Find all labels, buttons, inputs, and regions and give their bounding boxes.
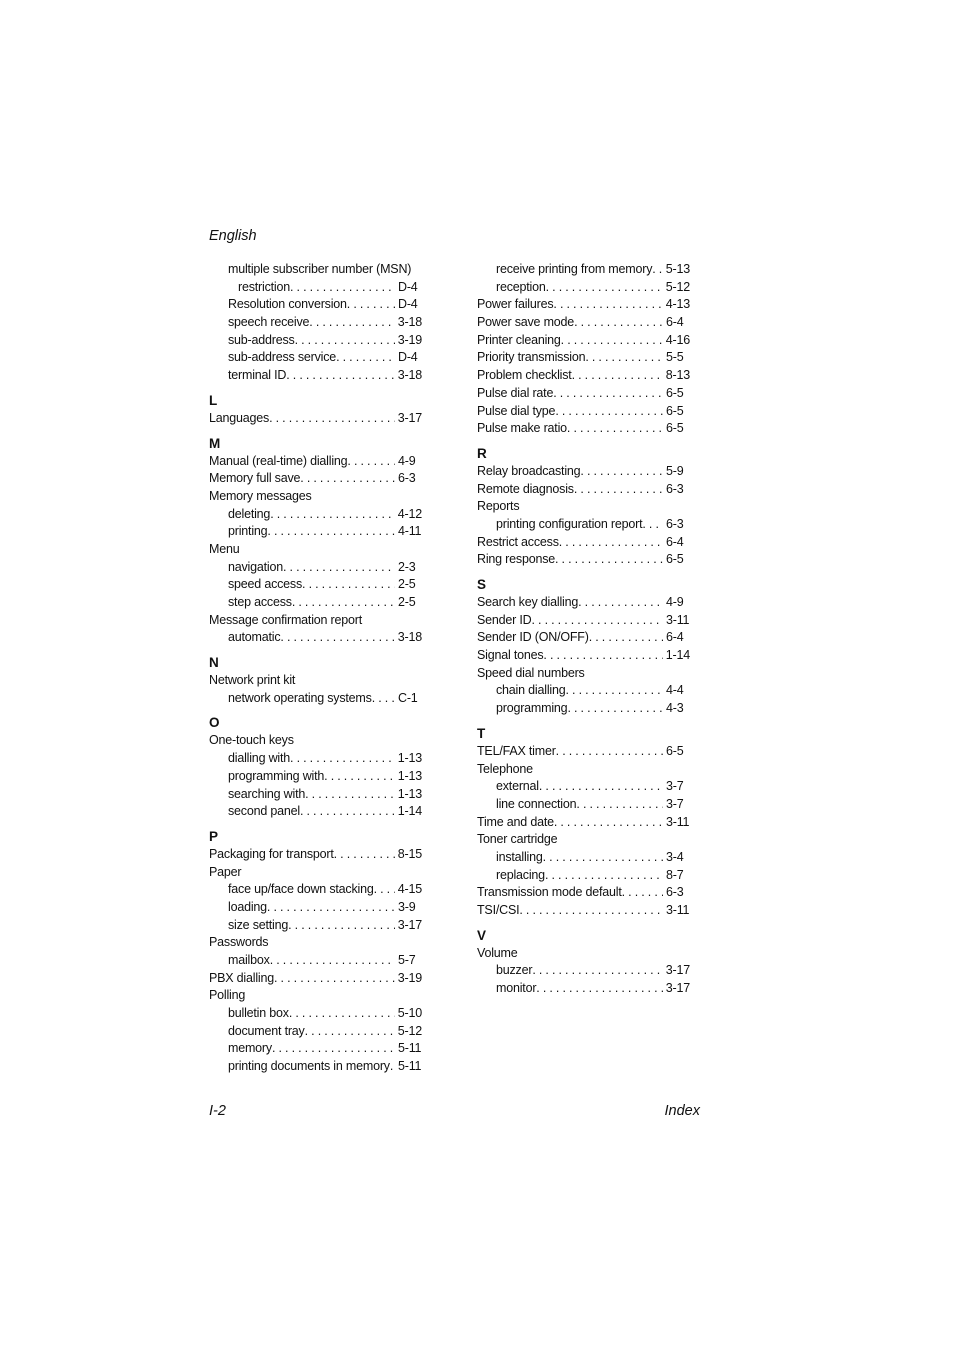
index-entry-page: 2-5	[398, 577, 416, 592]
dot-leader	[334, 846, 395, 864]
index-entry	[477, 867, 690, 885]
index-entry-term: Sender ID (ON/OFF)	[477, 630, 589, 645]
index-entry	[209, 506, 422, 524]
dot-leader	[539, 778, 663, 796]
index-entry-term: restriction	[238, 279, 290, 294]
index-entry-term: Pulse dial type	[477, 403, 556, 418]
index-entry-term: face up/face down stacking	[228, 882, 374, 897]
index-entry-term: Printer cleaning	[477, 332, 561, 347]
index-entry	[209, 612, 422, 630]
index-entry-term: Message confirmation report	[209, 612, 363, 627]
dot-leader	[292, 594, 395, 612]
index-entry-page: 3-17	[665, 981, 690, 996]
index-entry-term: terminal ID	[228, 368, 287, 383]
index-entry-page: 5-7	[398, 953, 416, 967]
index-entry	[477, 420, 690, 438]
index-entry-page: 3-7	[666, 796, 684, 811]
index-entry-term: size setting	[228, 917, 289, 932]
index-entry-term: printing configuration report	[496, 516, 643, 531]
index-entry-term: sub-address service	[228, 350, 337, 365]
index-entry	[209, 768, 422, 786]
index-entry	[477, 385, 690, 403]
index-entry-term: Polling	[209, 988, 246, 1003]
dot-leader	[336, 349, 395, 367]
index-entry-page: 3-7	[666, 779, 684, 794]
dot-leader	[519, 902, 663, 920]
dot-leader	[519, 498, 690, 516]
dot-leader	[578, 594, 663, 612]
dot-leader	[576, 796, 663, 814]
index-entry	[209, 786, 422, 804]
index-entry-page: 3-19	[397, 332, 422, 347]
index-entry-page: 6-3	[666, 481, 684, 496]
dot-leader	[652, 261, 663, 279]
index-entry	[209, 803, 422, 821]
index-entry-term: TEL/FAX timer	[477, 743, 556, 758]
index-entry-term: monitor	[496, 981, 537, 996]
index-entry-term: programming with	[228, 768, 325, 783]
index-entry-page: 3-18	[397, 630, 422, 645]
index-entry-term: Restrict access	[477, 534, 559, 549]
index-entry-page: 6-5	[666, 552, 684, 567]
index-entry-term: Remote diagnosis	[477, 481, 574, 496]
running-header-language: English	[209, 228, 257, 244]
index-entry-page: 6-5	[666, 403, 684, 418]
index-entry-page: 5-13	[665, 262, 690, 276]
index-entry	[477, 481, 690, 499]
index-entry-page: 4-9	[666, 595, 684, 609]
index-entry-page: D-4	[398, 279, 418, 294]
index-entry-term: Toner cartridge	[477, 832, 558, 847]
index-entry-term: external	[496, 779, 539, 794]
dot-leader	[546, 279, 663, 297]
index-entry-page: 1-14	[665, 648, 690, 663]
dot-leader	[286, 367, 395, 385]
index-entry	[477, 332, 690, 350]
index-entry-term: Time and date	[477, 814, 554, 829]
dot-leader	[536, 980, 663, 998]
index-entry	[209, 952, 422, 970]
dot-leader	[555, 403, 663, 421]
index-entry	[477, 761, 690, 779]
index-entry	[209, 332, 422, 350]
dot-leader	[270, 506, 395, 524]
dot-leader	[269, 410, 395, 428]
index-entry-page: 6-4	[666, 534, 684, 549]
index-entry	[477, 403, 690, 421]
index-entry	[209, 279, 422, 297]
index-entry-term: Signal tones	[477, 648, 544, 663]
index-entry-page: 6-5	[666, 743, 684, 758]
index-entry-page: 3-11	[666, 814, 690, 829]
index-section-letter: O	[209, 715, 220, 731]
index-entry	[209, 1005, 422, 1023]
index-entry-term: Problem checklist	[477, 368, 572, 383]
index-entry	[477, 314, 690, 332]
dot-leader	[531, 612, 663, 630]
index-entry	[477, 743, 690, 761]
index-entry	[477, 849, 690, 867]
index-entry	[477, 594, 690, 612]
dot-leader	[272, 1040, 395, 1058]
index-entry-term: Menu	[209, 541, 240, 556]
dot-leader	[239, 541, 422, 559]
dot-leader	[290, 279, 395, 297]
index-entry-term: Paper	[209, 864, 242, 879]
index-entry	[477, 629, 690, 647]
dot-leader	[559, 534, 663, 552]
index-entry	[209, 488, 422, 506]
dot-leader	[300, 470, 395, 488]
index-entry-page: 6-5	[666, 385, 684, 400]
index-entry-page: 5-11	[398, 1059, 422, 1074]
index-entry-page: 4-9	[398, 453, 416, 468]
index-entry-term: Search key dialling	[477, 595, 579, 609]
dot-leader	[553, 296, 662, 314]
index-entry	[209, 846, 422, 864]
index-entry	[209, 541, 422, 559]
index-entry	[209, 367, 422, 385]
index-entry-term: Volume	[477, 945, 518, 960]
dot-leader	[305, 786, 395, 804]
index-entry-term: Priority transmission	[477, 350, 586, 365]
index-entry-page: 6-4	[666, 630, 684, 645]
index-entry-term: deleting	[228, 506, 271, 521]
index-section-letter: P	[209, 828, 219, 844]
index-entry-page: 5-12	[665, 279, 690, 294]
index-section-letter: N	[209, 655, 219, 671]
index-entry-page: 5-10	[397, 1006, 422, 1021]
page-number: I-2	[209, 1103, 226, 1119]
index-entry	[209, 690, 422, 708]
index-entry-term: bulletin box	[228, 1006, 289, 1021]
index-entry-page: 4-13	[665, 297, 690, 312]
dot-leader	[270, 952, 395, 970]
index-entry-page: 3-17	[665, 963, 690, 978]
index-entry-page: 1-13	[397, 751, 422, 766]
dot-leader	[518, 945, 691, 963]
dot-leader	[574, 481, 663, 499]
index-entry	[209, 1023, 422, 1041]
index-entry	[209, 934, 422, 952]
index-entry	[209, 453, 422, 471]
footer-section-title: Index	[664, 1103, 700, 1119]
index-entry-page: 5-5	[666, 350, 684, 365]
dot-leader	[274, 970, 395, 988]
index-entry-term: loading	[228, 899, 267, 914]
dot-leader	[545, 867, 663, 885]
index-entry-term: speed access	[228, 577, 303, 592]
index-entry	[477, 279, 690, 297]
index-entry	[477, 349, 690, 367]
index-entry-page: 6-3	[666, 885, 684, 900]
index-entry	[477, 814, 690, 832]
index-entry-page: D-4	[398, 350, 418, 365]
index-entry-term: second panel	[228, 804, 300, 819]
dot-leader	[622, 884, 663, 902]
index-entry	[477, 498, 690, 516]
dot-leader	[572, 367, 663, 385]
index-entry-page: 1-13	[397, 768, 422, 783]
dot-leader	[567, 420, 663, 438]
index-entry	[209, 576, 422, 594]
index-entry-term: Packaging for transport	[209, 846, 334, 861]
index-entry	[477, 796, 690, 814]
index-entry-page: 8-7	[666, 867, 684, 882]
index-entry	[209, 987, 422, 1005]
index-entry-term: searching with	[228, 786, 306, 801]
index-entry-term: mailbox	[228, 953, 270, 967]
index-entry	[477, 647, 690, 665]
index-section-letter: R	[477, 445, 487, 461]
index-entry-term: receive printing from memory	[496, 262, 653, 276]
index-entry-page: 3-17	[397, 917, 422, 932]
index-entry-term: document tray	[228, 1023, 305, 1038]
index-column-right	[477, 261, 690, 998]
dot-leader	[374, 881, 395, 899]
dot-leader	[580, 463, 663, 481]
index-entry-page: 6-4	[666, 315, 684, 330]
index-entry-term: buzzer	[496, 963, 533, 978]
index-entry	[477, 945, 690, 963]
index-entry-term: Memory full save	[209, 471, 301, 486]
index-entry-term: Passwords	[209, 935, 269, 950]
index-entry	[209, 672, 422, 690]
index-entry	[209, 594, 422, 612]
index-entry-term: speech receive	[228, 315, 310, 330]
dot-leader	[309, 314, 395, 332]
index-entry-page: 3-9	[398, 899, 416, 914]
index-entry-page: 3-4	[666, 849, 684, 864]
dot-leader	[543, 849, 663, 867]
index-entry-term: Relay broadcasting	[477, 463, 581, 478]
index-entry	[209, 881, 422, 899]
index-entry	[477, 884, 690, 902]
index-entry-term: Reports	[477, 499, 520, 514]
dot-leader	[411, 261, 422, 279]
dot-leader	[585, 665, 690, 683]
index-entry-page: 4-11	[398, 524, 422, 539]
dot-leader	[267, 523, 395, 541]
index-entry-term: Transmission mode default	[477, 885, 622, 900]
dot-leader	[532, 962, 662, 980]
index-section-letter: M	[209, 435, 221, 451]
index-entry	[477, 831, 690, 849]
index-entry-page: 4-3	[666, 701, 684, 716]
index-entry-page: 3-11	[666, 612, 690, 627]
index-entry-term: Power save mode	[477, 315, 575, 330]
dot-leader	[533, 761, 690, 779]
index-entry-term: Pulse dial rate	[477, 385, 554, 400]
index-entry-page: 6-3	[398, 471, 416, 486]
dot-leader	[280, 629, 394, 647]
index-entry	[477, 665, 690, 683]
index-entry-term: One-touch keys	[209, 733, 294, 748]
dot-leader	[267, 899, 395, 917]
index-entry	[209, 349, 422, 367]
index-entry-term: installing	[496, 849, 543, 864]
dot-leader	[543, 647, 662, 665]
index-entry-term: Memory messages	[209, 488, 312, 503]
dot-leader	[347, 453, 395, 471]
index-entry-page: 4-4	[666, 683, 684, 698]
index-section-letter: L	[209, 392, 218, 408]
index-entry	[477, 534, 690, 552]
index-entry-page: 3-18	[397, 368, 422, 383]
index-entry	[477, 296, 690, 314]
index-entry	[477, 367, 690, 385]
index-entry-term: Power failures	[477, 297, 554, 312]
index-entry-page: 1-14	[397, 804, 422, 819]
index-entry-term: navigation	[228, 559, 283, 574]
index-entry	[477, 962, 690, 980]
index-entry-term: Telephone	[477, 761, 533, 776]
index-entry-term: Resolution conversion	[228, 297, 347, 312]
index-entry-page: 5-9	[666, 463, 684, 478]
index-entry	[209, 732, 422, 750]
dot-leader	[289, 1005, 395, 1023]
dot-leader	[302, 576, 395, 594]
index-entry-page: 4-12	[397, 506, 422, 521]
index-entry	[209, 970, 422, 988]
index-entry-page: 6-3	[666, 516, 684, 531]
index-entry	[209, 296, 422, 314]
index-entry-term: replacing	[496, 867, 545, 882]
index-entry-page: 8-13	[665, 368, 690, 383]
index-entry-page: 3-18	[397, 315, 422, 330]
dot-leader	[642, 516, 663, 534]
dot-leader	[312, 488, 422, 506]
index-section-letter: T	[477, 725, 486, 741]
dot-leader	[295, 672, 422, 690]
index-entry-term: step access	[228, 595, 292, 609]
index-entry	[209, 899, 422, 917]
dot-leader	[557, 831, 690, 849]
index-entry-page: 5-12	[397, 1023, 422, 1038]
index-section-letter: V	[477, 927, 487, 943]
index-entry-page: 5-11	[398, 1041, 422, 1056]
index-entry-page: 2-5	[398, 595, 416, 609]
index-entry	[477, 980, 690, 998]
index-entry-page: 4-15	[397, 882, 422, 897]
dot-leader	[556, 743, 663, 761]
index-section-letter: S	[477, 577, 487, 592]
index-entry-page: C-1	[398, 690, 418, 705]
index-entry	[477, 778, 690, 796]
index-entry-term: automatic	[228, 630, 281, 645]
index-entry	[209, 559, 422, 577]
index-entry-page: 3-11	[666, 903, 690, 917]
index-entry	[477, 261, 690, 279]
index-entry-page: 4-16	[665, 332, 690, 347]
index-entry-term: Languages	[209, 410, 270, 425]
index-entry	[477, 902, 690, 920]
index-entry-term: multiple subscriber number (MSN)	[228, 262, 412, 276]
index-entry-term: line connection	[496, 796, 577, 811]
dot-leader	[362, 612, 422, 630]
index-entry-term: printing	[228, 524, 268, 539]
dot-leader	[585, 349, 663, 367]
index-entry	[209, 864, 422, 882]
dot-leader	[294, 732, 422, 750]
index-entry-term: Pulse make ratio	[477, 421, 567, 436]
index-entry-page: 2-3	[398, 559, 416, 574]
dot-leader	[565, 682, 663, 700]
index-entry-page: 6-5	[666, 421, 684, 436]
index-entry-term: TSI/CSI	[477, 903, 520, 917]
index-entry-term: Speed dial numbers	[477, 665, 585, 680]
index-entry	[209, 470, 422, 488]
index-entry	[209, 750, 422, 768]
index-entry	[477, 516, 690, 534]
index-entry-page: 3-19	[397, 970, 422, 985]
dot-leader	[347, 296, 395, 314]
index-entry	[209, 1040, 422, 1058]
dot-leader	[290, 750, 395, 768]
index-entry	[477, 612, 690, 630]
index-entry-term: dialling with	[228, 751, 291, 766]
index-entry-page: 8-15	[397, 846, 422, 861]
dot-leader	[567, 700, 663, 718]
dot-leader	[241, 864, 422, 882]
index-entry-term: reception	[496, 279, 546, 294]
dot-leader	[295, 332, 395, 350]
index-entry	[209, 917, 422, 935]
dot-leader	[555, 551, 663, 569]
dot-leader	[300, 803, 395, 821]
dot-leader	[554, 814, 663, 832]
dot-leader	[245, 987, 422, 1005]
dot-leader	[283, 559, 395, 577]
index-entry-term: PBX dialling	[209, 970, 275, 985]
dot-leader	[268, 934, 422, 952]
index-entry-page: 3-17	[397, 410, 422, 425]
index-entry	[477, 682, 690, 700]
index-column-left	[209, 261, 422, 1076]
index-entry	[477, 463, 690, 481]
dot-leader	[561, 332, 663, 350]
index-entry-term: Network print kit	[209, 673, 296, 688]
index-entry-term: printing documents in memory	[228, 1059, 390, 1074]
index-entry-term: Sender ID	[477, 612, 532, 627]
index-entry-term: network operating systems	[228, 690, 372, 705]
dot-leader	[288, 917, 395, 935]
index-entry-term: Manual (real-time) dialling	[209, 453, 348, 468]
index-entry	[209, 523, 422, 541]
index-entry	[209, 629, 422, 647]
dot-leader	[589, 629, 663, 647]
index-entry-term: programming	[496, 701, 568, 716]
index-entry	[209, 314, 422, 332]
dot-leader	[553, 385, 663, 403]
dot-leader	[324, 768, 395, 786]
index-entry-term: Ring response	[477, 552, 556, 567]
dot-leader	[574, 314, 663, 332]
index-entry-term: sub-address	[228, 332, 295, 347]
index-entry-term: memory	[228, 1041, 272, 1056]
index-entry-term: chain dialling	[496, 683, 566, 698]
dot-leader	[372, 690, 395, 708]
index-entry	[209, 1058, 422, 1076]
index-entry-page: D-4	[398, 297, 418, 312]
dot-leader	[305, 1023, 395, 1041]
index-entry	[209, 410, 422, 428]
index-entry	[477, 551, 690, 569]
index-entry-page: 1-13	[397, 786, 422, 801]
index-entry	[209, 261, 422, 279]
index-entry	[477, 700, 690, 718]
